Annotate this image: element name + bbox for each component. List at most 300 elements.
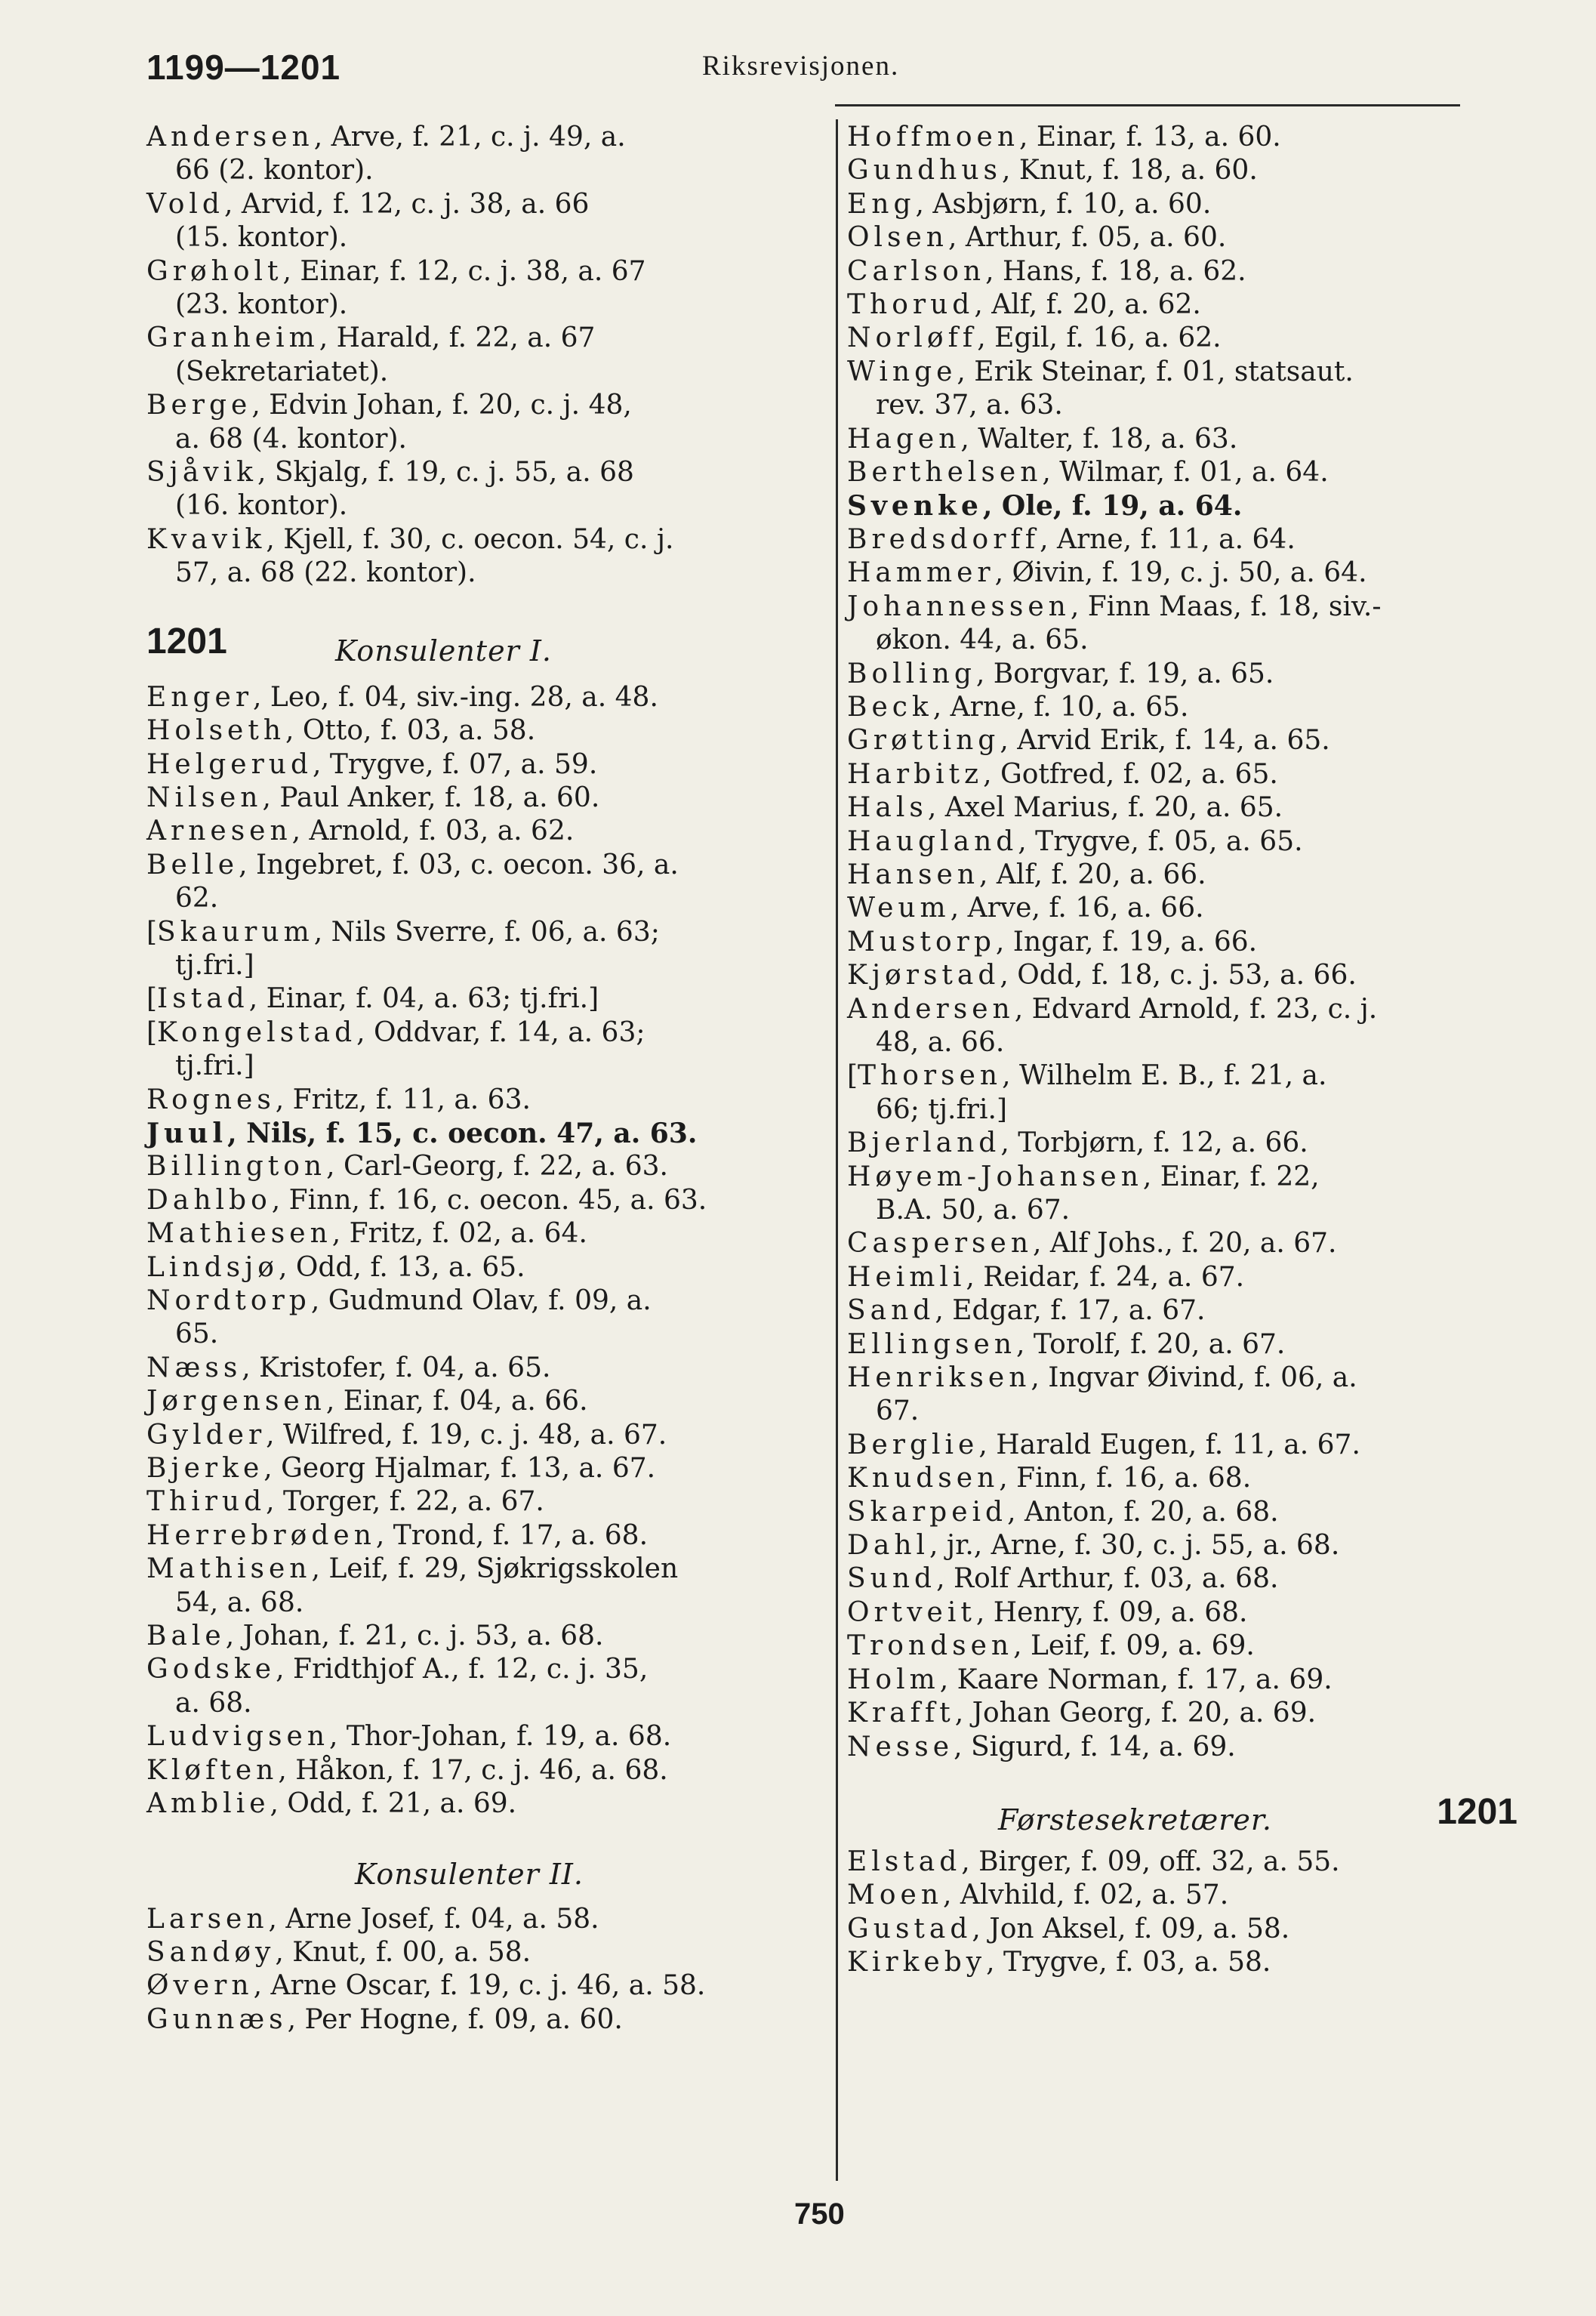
roster-entry <box>847 423 1524 456</box>
entry-details: , Kjell, f. 30, c. oecon. 54, c. j. <box>266 523 674 555</box>
roster-entry <box>847 489 1524 523</box>
entry-details: , Ingar, f. 19, a. 66. <box>995 926 1258 958</box>
surname: Bredsdorff <box>847 523 1040 555</box>
section-header-konsulenter-1 <box>146 591 811 681</box>
roster-entry <box>146 748 811 782</box>
roster-entry <box>847 691 1524 724</box>
roster-entry <box>146 916 811 983</box>
entry-details: , Arne, f. 10, a. 65. <box>932 691 1189 723</box>
surname: Thorud <box>847 289 975 321</box>
surname: Lindsjø <box>146 1251 279 1283</box>
roster-entry <box>146 456 811 523</box>
surname: Eng <box>847 188 916 220</box>
surname: Haugland <box>847 825 1018 857</box>
surname: Bjerke <box>146 1453 264 1485</box>
roster-entry <box>847 1879 1524 1912</box>
roster-entry <box>146 1352 811 1385</box>
entry-details: , Leif, f. 29, Sjøkrigsskolen <box>311 1553 679 1585</box>
surname: Johannessen <box>847 591 1071 622</box>
entry-details: , Trygve, f. 07, a. 59. <box>313 748 598 780</box>
roster-entry <box>146 1754 811 1787</box>
entry-continuation: (23. kontor). <box>175 289 348 321</box>
surname: Istad <box>157 983 249 1015</box>
entry-continuation: tj.fri.] <box>175 1050 254 1082</box>
entry-continuation: 62. <box>175 883 219 914</box>
entry-details: , Johan Georg, f. 20, a. 69. <box>954 1698 1317 1729</box>
entry-details: , Axel Marius, f. 20, a. 65. <box>927 792 1283 824</box>
roster-entry <box>847 121 1524 154</box>
surname: Sandøy <box>146 1936 276 1968</box>
entry-details: , Arthur, f. 05, a. 60. <box>948 222 1227 254</box>
roster-entry <box>847 1462 1524 1495</box>
entry-details: , Borgvar, f. 19, a. 65. <box>975 658 1274 689</box>
section-title: Konsulenter II. <box>355 1857 584 1891</box>
roster-entry <box>146 1251 811 1284</box>
entry-details: , Einar, f. 04, a. 66. <box>325 1386 588 1417</box>
entry-details: , Wilmar, f. 01, a. 64. <box>1042 457 1329 489</box>
entry-details: , Gotfred, f. 02, a. 65. <box>983 758 1278 790</box>
entry-details: , Leo, f. 04, siv.-ing. 28, a. 48. <box>253 681 658 713</box>
surname: Høyem-Johansen <box>847 1161 1143 1192</box>
surname: Grøholt <box>146 255 283 287</box>
roster-entry <box>847 1261 1524 1294</box>
entry-details: , Alf Johs., f. 20, a. 67. <box>1033 1228 1337 1260</box>
roster-entry <box>847 1630 1524 1663</box>
roster-entry <box>847 591 1524 658</box>
surname: Billington <box>146 1151 327 1183</box>
roster-entry <box>146 681 811 714</box>
roster-entry <box>146 1936 811 1969</box>
surname: Rognes <box>146 1084 276 1115</box>
entry-list-forstesekretaerer <box>847 1846 1524 1980</box>
entry-details: , Einar, f. 13, a. 60. <box>1019 122 1281 153</box>
surname: Kvavik <box>146 523 267 555</box>
entry-details: , Ingvar Øivind, f. 06, a. <box>1031 1362 1357 1394</box>
roster-entry <box>847 1294 1524 1328</box>
entry-details: , Trond, f. 17, a. 68. <box>375 1519 649 1551</box>
roster-entry <box>847 1731 1524 1764</box>
entry-continuation: B.A. 50, a. 67. <box>876 1195 1071 1226</box>
roster-entry <box>146 1620 811 1653</box>
surname: Sand <box>847 1295 935 1327</box>
surname: Hammer <box>847 557 995 589</box>
surname: Amblie <box>146 1788 270 1820</box>
page-number: 750 <box>794 2197 845 2231</box>
entry-details: , Reidar, f. 24, a. 67. <box>966 1261 1245 1293</box>
surname: Bolling <box>847 658 976 689</box>
entry-details: , Fridthjof A., f. 12, c. j. 35, <box>276 1654 649 1685</box>
entry-list-top-right <box>847 121 1524 1764</box>
roster-entry <box>847 825 1524 859</box>
surname: Svenke <box>847 490 983 523</box>
entry-details: , Gudmund Olav, f. 09, a. <box>310 1285 652 1316</box>
roster-entry <box>847 1846 1524 1879</box>
header-rule <box>835 104 1460 106</box>
entry-details: , Torbjørn, f. 12, a. 66. <box>1000 1127 1308 1159</box>
entry-details: , Nils, f. 15, c. oecon. 47, a. 63. <box>227 1117 698 1149</box>
surname: Nesse <box>847 1731 954 1762</box>
entry-details: , Arne Oscar, f. 19, c. j. 46, a. 58. <box>253 1970 706 2002</box>
roster-entry <box>847 791 1524 825</box>
roster-entry <box>146 1720 811 1753</box>
entry-details: , Ole, f. 19, a. 64. <box>982 490 1243 523</box>
surname: Harbitz <box>847 758 984 790</box>
entry-continuation: (Sekretariatet). <box>175 356 389 387</box>
entry-details: , Oddvar, f. 14, a. 63; <box>356 1016 645 1048</box>
roster-entry <box>847 658 1524 691</box>
surname: Enger <box>146 681 254 713</box>
entry-details: , Torolf, f. 20, a. 67. <box>1016 1328 1286 1360</box>
roster-entry <box>847 456 1524 489</box>
surname: Dahl <box>847 1530 930 1562</box>
surname: Thorsen <box>858 1060 1003 1092</box>
entry-details: , Torger, f. 22, a. 67. <box>266 1486 544 1518</box>
entry-details: , Carl-Georg, f. 22, a. 63. <box>326 1151 668 1183</box>
roster-entry <box>146 1217 811 1251</box>
surname: Trondsen <box>847 1630 1014 1662</box>
roster-entry <box>847 1529 1524 1562</box>
section-title: Konsulenter I. <box>335 634 552 668</box>
entry-details: , Trygve, f. 05, a. 65. <box>1018 825 1303 857</box>
entry-details: , Finn Maas, f. 18, siv.- <box>1070 591 1382 622</box>
surname: Kirkeby <box>847 1947 987 1978</box>
entry-details: , Erik Steinar, f. 01, statsaut. <box>957 356 1354 387</box>
entry-details: , Arnold, f. 03, a. 62. <box>291 816 575 847</box>
roster-entry <box>146 1084 811 1117</box>
surname: Berglie <box>847 1429 979 1460</box>
surname: Krafft <box>847 1698 955 1729</box>
roster-entry <box>146 1485 811 1519</box>
surname: Bale <box>146 1621 226 1652</box>
entry-details: , Sigurd, f. 14, a. 69. <box>954 1731 1236 1762</box>
entry-continuation: 54, a. 68. <box>175 1587 304 1618</box>
roster-entry <box>146 1117 811 1150</box>
surname: Helgerud <box>146 748 313 780</box>
surname: Weum <box>847 893 951 924</box>
surname: Sjåvik <box>146 457 257 489</box>
roster-entry <box>146 714 811 748</box>
roster-entry <box>847 322 1524 355</box>
surname: Gustad <box>847 1913 972 1944</box>
roster-entry <box>847 1596 1524 1630</box>
entry-details: , Fritz, f. 02, a. 64. <box>331 1218 587 1250</box>
bracket-open: [ <box>146 1016 158 1048</box>
roster-entry <box>847 557 1524 590</box>
bracket-open: [ <box>146 983 158 1015</box>
surname: Nilsen <box>146 782 263 813</box>
entry-details: , Leif, f. 09, a. 69. <box>1013 1630 1255 1662</box>
entry-continuation: økon. 44, a. 65. <box>876 624 1089 656</box>
surname: Mustorp <box>847 926 996 958</box>
surname: Berge <box>146 390 252 421</box>
surname: Kløften <box>146 1754 279 1786</box>
surname: Heimli <box>847 1261 966 1293</box>
entry-details: , Arne, f. 11, a. 64. <box>1040 523 1296 555</box>
surname: Godske <box>146 1654 276 1685</box>
surname: Holseth <box>146 715 286 747</box>
entry-details: , Otto, f. 03, a. 58. <box>285 715 536 747</box>
entry-details: , Thor-Johan, f. 19, a. 68. <box>329 1721 672 1753</box>
roster-entry <box>146 782 811 815</box>
roster-entry <box>146 982 811 1016</box>
entry-details: , Arve, f. 16, a. 66. <box>950 893 1204 924</box>
entry-details: , Paul Anker, f. 18, a. 60. <box>262 782 600 813</box>
roster-entry <box>146 1419 811 1452</box>
roster-entry <box>146 849 811 916</box>
surname: Grøtting <box>847 725 1000 757</box>
roster-entry <box>146 1385 811 1418</box>
entry-details: , Kaare Norman, f. 17, a. 69. <box>939 1664 1333 1695</box>
roster-entry <box>847 1664 1524 1697</box>
roster-entry <box>847 1328 1524 1362</box>
column-divider <box>836 119 838 2181</box>
roster-entry <box>146 1787 811 1821</box>
entry-details: , Harald Eugen, f. 11, a. 67. <box>978 1429 1360 1460</box>
entry-details: , Kristofer, f. 04, a. 65. <box>242 1352 551 1383</box>
surname: Hoffmoen <box>847 122 1020 153</box>
surname: Knudsen <box>847 1463 1000 1494</box>
roster-entry <box>847 1362 1524 1429</box>
entry-details: , Edgar, f. 17, a. 67. <box>935 1295 1206 1327</box>
surname: Hals <box>847 792 928 824</box>
roster-entry <box>847 523 1524 557</box>
entry-details: , jr., Arne, f. 30, c. j. 55, a. 68. <box>929 1530 1340 1562</box>
roster-entry <box>847 288 1524 322</box>
surname: Belle <box>146 849 239 880</box>
page-range: 1199—1201 <box>146 48 341 87</box>
roster-entry <box>847 255 1524 288</box>
roster-entry <box>146 1969 811 2003</box>
entry-continuation: tj.fri.] <box>175 949 254 981</box>
page-title: Riksrevisjonen. <box>702 51 900 82</box>
roster-entry <box>146 322 811 389</box>
surname: Granheim <box>146 322 319 354</box>
surname: Arnesen <box>146 816 292 847</box>
roster-entry <box>847 926 1524 959</box>
roster-entry <box>847 1496 1524 1529</box>
entry-details: , Henry, f. 09, a. 68. <box>975 1596 1248 1628</box>
surname: Winge <box>847 356 957 387</box>
entry-details: , Knut, f. 18, a. 60. <box>1002 155 1258 187</box>
roster-entry <box>146 1452 811 1485</box>
entry-details: , Alf, f. 20, a. 66. <box>979 859 1206 890</box>
entry-details: , Rolf Arthur, f. 03, a. 68. <box>936 1563 1279 1595</box>
section-title: Førstesekretærer. <box>998 1803 1272 1836</box>
roster-entry <box>847 1429 1524 1462</box>
roster-entry <box>847 1161 1524 1228</box>
surname: Næss <box>146 1352 242 1383</box>
surname: Andersen <box>847 993 1015 1025</box>
roster-entry <box>146 1016 811 1084</box>
roster-entry <box>146 523 811 591</box>
entry-details: , Arve, f. 21, c. j. 49, a. <box>313 122 626 153</box>
roster-entry <box>146 188 811 255</box>
surname: Andersen <box>146 122 314 153</box>
entry-details: , Edvin Johan, f. 20, c. j. 48, <box>251 390 632 421</box>
entry-details: , Einar, f. 12, c. j. 38, a. 67 <box>282 255 646 287</box>
entry-details: , Trygve, f. 03, a. 58. <box>986 1947 1271 1978</box>
entry-details: , Nils Sverre, f. 06, a. 63; <box>313 916 660 948</box>
surname: Dahlbo <box>146 1184 272 1216</box>
roster-entry <box>146 255 811 322</box>
roster-entry <box>847 724 1524 757</box>
surname: Caspersen <box>847 1228 1034 1260</box>
surname: Gunnæs <box>146 2003 288 2035</box>
roster-entry <box>146 1284 811 1352</box>
entry-continuation: a. 68 (4. kontor). <box>175 423 407 455</box>
section-header-konsulenter-2 <box>146 1821 811 1903</box>
entry-continuation: 48, a. 66. <box>876 1026 1005 1058</box>
surname: Kjørstad <box>847 960 1000 991</box>
entry-details: , Arvid Erik, f. 14, a. 65. <box>1000 725 1330 757</box>
entry-continuation: 67. <box>876 1395 920 1427</box>
entry-details: , Håkon, f. 17, c. j. 46, a. 68. <box>278 1754 668 1786</box>
roster-entry <box>847 1946 1524 1979</box>
surname: Mathisen <box>146 1553 312 1585</box>
surname: Hagen <box>847 423 961 455</box>
section-number: 1201 <box>146 621 227 661</box>
bracket-open: [ <box>146 916 158 948</box>
right-column <box>847 121 1524 1980</box>
surname: Juul <box>146 1117 228 1149</box>
roster-entry <box>847 221 1524 254</box>
surname: Holm <box>847 1664 940 1695</box>
section-header-forstesekretaerer <box>847 1764 1524 1846</box>
entry-continuation: 65. <box>175 1318 219 1350</box>
surname: Skarpeid <box>847 1496 1008 1528</box>
surname: Berthelsen <box>847 457 1043 489</box>
surname: Moen <box>847 1880 944 1911</box>
roster-entry <box>847 154 1524 187</box>
roster-entry <box>146 1519 811 1553</box>
entry-details: , Fritz, f. 11, a. 63. <box>275 1084 531 1115</box>
section-number: 1201 <box>1437 1791 1517 1832</box>
entry-continuation: 57, a. 68 (22. kontor). <box>175 557 476 589</box>
entry-continuation: a. 68. <box>175 1687 252 1719</box>
surname: Carlson <box>847 255 986 287</box>
entry-details: , Jon Aksel, f. 09, a. 58. <box>972 1913 1290 1944</box>
entry-continuation: 66; tj.fri.] <box>876 1093 1007 1125</box>
left-column <box>146 121 811 2037</box>
roster-entry <box>146 1553 811 1620</box>
entry-list-konsulenter-1 <box>146 681 811 1821</box>
entry-details: , Skjalg, f. 19, c. j. 55, a. 68 <box>257 457 634 489</box>
entry-details: , Knut, f. 00, a. 58. <box>275 1936 531 1968</box>
surname: Henriksen <box>847 1362 1031 1394</box>
entry-continuation: 66 (2. kontor). <box>175 155 374 187</box>
roster-entry <box>847 993 1524 1060</box>
surname: Elstad <box>847 1846 962 1877</box>
entry-details: , Wilfred, f. 19, c. j. 48, a. 67. <box>266 1419 667 1451</box>
surname: Thirud <box>146 1486 267 1518</box>
surname: Hansen <box>847 859 980 890</box>
roster-entry <box>847 1562 1524 1596</box>
roster-entry <box>847 1697 1524 1730</box>
roster-entry <box>146 1184 811 1217</box>
roster-entry <box>146 121 811 188</box>
surname: Herrebrøden <box>146 1519 376 1551</box>
entry-details: , Arvid, f. 12, c. j. 38, a. 66 <box>223 188 590 220</box>
surname: Mathiesen <box>146 1218 332 1250</box>
entry-list-konsulenter-2 <box>146 1903 811 2037</box>
entry-continuation: rev. 37, a. 63. <box>876 390 1063 421</box>
entry-list-top-left <box>146 121 811 591</box>
surname: Kongelstad <box>157 1016 357 1048</box>
surname: Skaurum <box>157 916 314 948</box>
roster-entry <box>847 859 1524 892</box>
entry-details: , Alf, f. 20, a. 62. <box>974 289 1201 321</box>
entry-details: , Odd, f. 13, a. 65. <box>278 1251 525 1283</box>
roster-entry <box>146 2003 811 2037</box>
entry-details: , Odd, f. 21, a. 69. <box>270 1788 517 1820</box>
entry-details: , Anton, f. 20, a. 68. <box>1007 1496 1279 1528</box>
entry-details: , Arne Josef, f. 04, a. 58. <box>268 1903 599 1935</box>
entry-details: , Per Hogne, f. 09, a. 60. <box>287 2003 623 2035</box>
roster-entry <box>847 1127 1524 1160</box>
entry-details: , Einar, f. 22, <box>1142 1161 1320 1192</box>
surname: Jørgensen <box>146 1386 326 1417</box>
roster-entry <box>847 356 1524 423</box>
entry-details: , Asbjørn, f. 10, a. 60. <box>915 188 1212 220</box>
entry-continuation: (16. kontor). <box>175 490 348 522</box>
roster-entry <box>847 188 1524 221</box>
roster-entry <box>847 1913 1524 1946</box>
surname: Bjerland <box>847 1127 1001 1159</box>
entry-details: , Ingebret, f. 03, c. oecon. 36, a. <box>239 849 679 880</box>
entry-details: , Birger, f. 09, off. 32, a. 55. <box>961 1846 1340 1877</box>
roster-entry <box>847 1059 1524 1127</box>
entry-details: , Walter, f. 18, a. 63. <box>960 423 1238 455</box>
surname: Ludvigsen <box>146 1721 329 1753</box>
entry-details: , Alvhild, f. 02, a. 57. <box>943 1880 1229 1911</box>
entry-details: , Finn, f. 16, a. 68. <box>999 1463 1252 1494</box>
roster-entry <box>847 758 1524 791</box>
entry-details: , Johan, f. 21, c. j. 53, a. 68. <box>225 1621 604 1652</box>
entry-details: , Egil, f. 16, a. 62. <box>977 322 1222 354</box>
surname: Norløff <box>847 322 978 354</box>
entry-details: , Georg Hjalmar, f. 13, a. 67. <box>263 1453 656 1485</box>
roster-entry <box>146 815 811 848</box>
surname: Nordtorp <box>146 1285 311 1316</box>
roster-entry <box>146 1653 811 1720</box>
entry-details: , Odd, f. 18, c. j. 53, a. 66. <box>1000 960 1357 991</box>
surname: Olsen <box>847 222 948 254</box>
surname: Ortveit <box>847 1596 976 1628</box>
surname: Beck <box>847 691 933 723</box>
entry-continuation: (15. kontor). <box>175 222 348 254</box>
roster-entry <box>146 1903 811 1936</box>
surname: Gundhus <box>847 155 1003 187</box>
surname: Larsen <box>146 1903 269 1935</box>
roster-entry <box>847 1227 1524 1260</box>
surname: Sund <box>847 1563 937 1595</box>
surname: Gylder <box>146 1419 267 1451</box>
roster-entry <box>146 1150 811 1183</box>
entry-details: , Øivin, f. 19, c. j. 50, a. 64. <box>994 557 1367 589</box>
bracket-open: [ <box>847 1060 858 1092</box>
surname: Vold <box>146 188 224 220</box>
entry-details: , Finn, f. 16, c. oecon. 45, a. 63. <box>271 1184 707 1216</box>
surname: Øvern <box>146 1970 254 2002</box>
entry-details: , Wilhelm E. B., f. 21, a. <box>1002 1060 1327 1092</box>
entry-details: , Edvard Arnold, f. 23, c. j. <box>1014 993 1378 1025</box>
roster-entry <box>847 959 1524 992</box>
roster-entry <box>847 892 1524 925</box>
entry-details: , Harald, f. 22, a. 67 <box>319 322 596 354</box>
entry-details: , Einar, f. 04, a. 63; tj.fri.] <box>248 983 599 1015</box>
surname: Ellingsen <box>847 1328 1017 1360</box>
entry-details: , Hans, f. 18, a. 62. <box>985 255 1246 287</box>
